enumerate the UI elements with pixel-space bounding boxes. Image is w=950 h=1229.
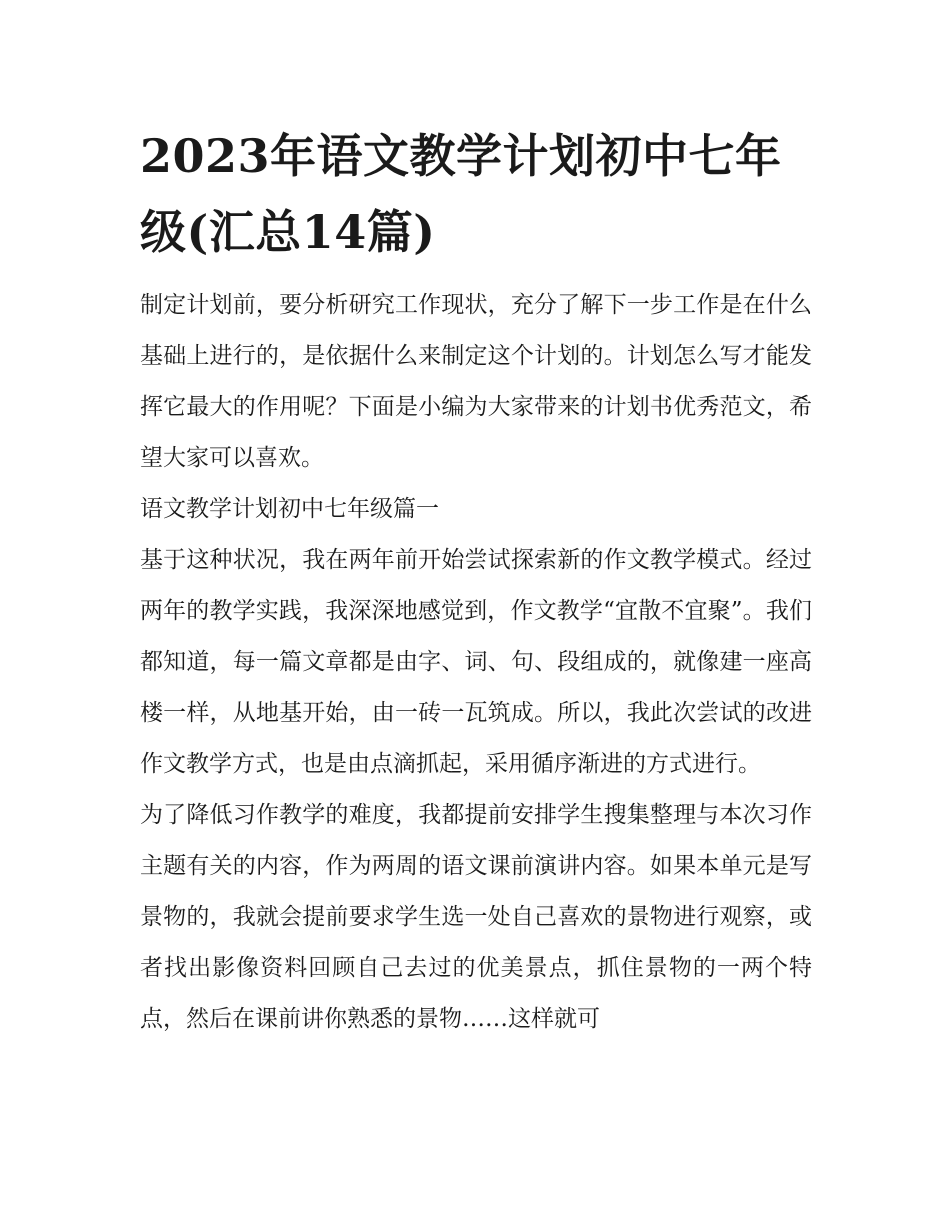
- intro-paragraph: 制定计划前，要分析研究工作现状，充分了解下一步工作是在什么基础上进行的，是依据什么来制定这个计划的。计划怎么写才能发挥它最大的作用呢？下面是小编为大家带来的计划书优秀范文，希望大家可以喜欢。: [140, 292, 812, 471]
- body-paragraph-1: 基于这种状况，我在两年前开始尝试探索新的作文教学模式。经过两年的教学实践，我深深地感觉到，作文教学“宜散不宜聚”。我们都知道，每一篇文章都是由字、词、句、段组成的，就像建一座高楼一样，从地基开始，由一砖一瓦筑成。所以，我此次尝试的改进作文教学方式，也是由点滴抓起，采用循序渐进的方式进行。: [140, 547, 812, 777]
- document-page: [140, 118, 812, 1045]
- document-title: 2023年语文教学计划初中七年级(汇总14篇): [140, 129, 782, 259]
- section-heading: 语文教学计划初中七年级篇一: [140, 496, 439, 522]
- body-paragraph-2: 为了降低习作教学的难度，我都提前安排学生搜集整理与本次习作主题有关的内容，作为两周的语文课前演讲内容。如果本单元是写景物的，我就会提前要求学生选一处自己喜欢的景物进行观察，或者找出影像资料回顾自己去过的优美景点，抓住景物的一两个特点，然后在课前讲你熟悉的景物……这样就可: [140, 802, 812, 1032]
